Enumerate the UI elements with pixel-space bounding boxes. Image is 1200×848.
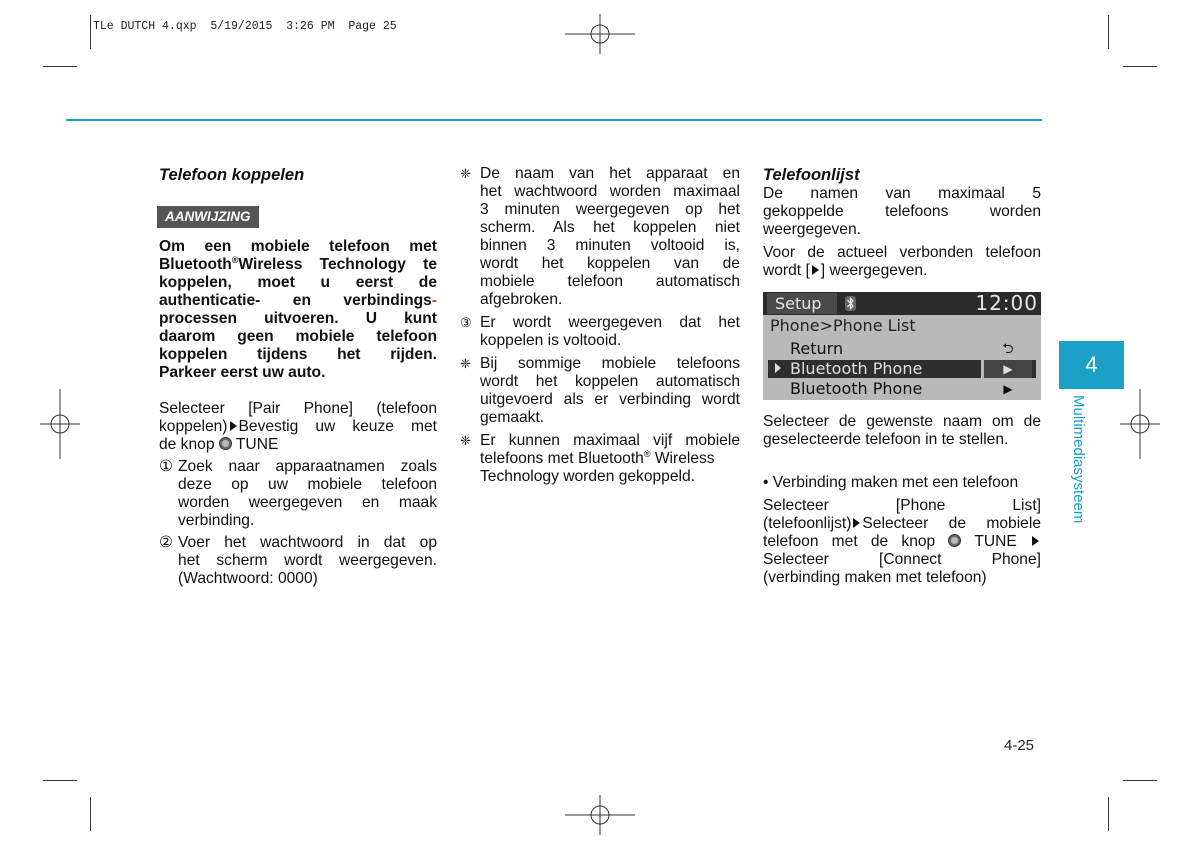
list-item: ② Voer het wachtwoord in dat op het scherm wordt weergegeven. (Wachtwoord: 0000) [159,534,437,587]
column-2 [460,165,740,486]
screen-row-selected[interactable]: Bluetooth Phone ▶ [768,360,1036,378]
file-slug: TLe DUTCH 4.qxp 5/19/2015 3:26 PM Page 25 [93,20,397,33]
crop-mark [90,15,91,49]
list-item: ❈ De naam van het apparaat en het wachtwoord worden maximaal 3 minuten weergegeven op het scherm. Als het koppelen niet binnen 3 minuten voltooid is, wordt het koppelen van de mobiele telefoon automatisch afgebroken. [460,165,740,308]
bullet-heading: • Verbinding maken met een telefoon [763,474,1019,491]
screen-breadcrumb: Phone>Phone List [770,316,916,335]
list-item: ③ Er wordt weergegeven dat het koppelen is voltooid. [460,314,740,349]
bluetooth-icon [845,296,856,315]
crop-mark [90,797,91,831]
paragraph: Voor de actueel verbonden telefoon wordt [ ] weergegeven. [763,244,1041,279]
list-item: ① Zoek naar apparaatnamen zoals deze op uw mobiele telefoon worden weergegeven en maak verbinding. [159,458,437,529]
arrow-right-icon [230,421,237,431]
crop-mark [1123,66,1157,67]
crop-mark [43,780,77,781]
registration-mark-icon [40,389,80,459]
crop-mark [1123,780,1157,781]
page-number: 4-25 [1004,737,1035,754]
registration-mark-icon [565,795,635,835]
list-item: ❈ Er kunnen maximaal vijf mobiele telefoons met Bluetooth® Wireless Technology worden gekoppeld. [460,432,740,485]
arrow-right-icon [1032,536,1039,546]
warning-text: Om een mobiele telefoon met Bluetooth®Wireless Technology te koppelen, moet u eerst de authenticatie- en verbindings- processen uitvoeren. U kunt daarom geen mobiele telefoon koppelen tijdens het rijden. Parkeer eerst uw auto. [159,238,437,381]
tune-knob-icon [948,534,961,547]
registration-mark-icon [565,14,635,54]
paragraph: Selecteer de gewenste naam om de geselecteerde telefoon in te stellen. [763,413,1041,448]
return-icon: ⮌ [1002,341,1014,357]
column-3-lower [763,413,1041,587]
registration-mark-icon [1120,389,1160,459]
header-rule [66,119,1042,121]
instruction-paragraph: Selecteer [Pair Phone] (telefoon koppelen) Bevestig uw keuze met de knop TUNE [159,400,437,453]
chapter-tab: 4 [1059,341,1124,389]
chapter-title: Multimediasysteem [1070,395,1087,524]
paragraph: Selecteer [Phone List] (telefoonlijst) Selecteer de mobiele telefoon met de knop TUNE Selecteer [Connect Phone] (verbinding maken met telefoon) [763,497,1041,586]
selection-arrow-icon [775,363,781,373]
crop-mark [43,66,77,67]
play-icon: ▶ [981,360,1032,378]
paragraph: De namen van maximaal 5 gekoppelde telefoons worden weergegeven. [763,185,1041,238]
screen-row-return[interactable]: Return ⮌ [768,340,1036,358]
screen-row-phone[interactable]: Bluetooth Phone ▶ [768,380,1036,398]
screen-title: Setup [767,293,837,314]
tune-knob-icon [219,437,232,450]
arrow-right-icon [853,518,860,528]
note-tag: AANWIJZING [157,206,259,228]
screen-clock: 12:00 [975,292,1038,315]
section-heading: Telefoon koppelen [159,166,305,184]
crop-mark [1108,15,1109,49]
column-1 [159,165,437,588]
column-3 [763,165,1041,280]
crop-mark [1108,797,1109,831]
section-heading: Telefoonlijst [763,166,860,184]
phone-list-screen [763,292,1041,400]
play-icon: ▶ [1003,382,1013,396]
list-item: ❈ Bij sommige mobiele telefoons wordt het koppelen automatisch uitgevoerd als er verbinding wordt gemaakt. [460,355,740,426]
play-icon [812,265,819,275]
